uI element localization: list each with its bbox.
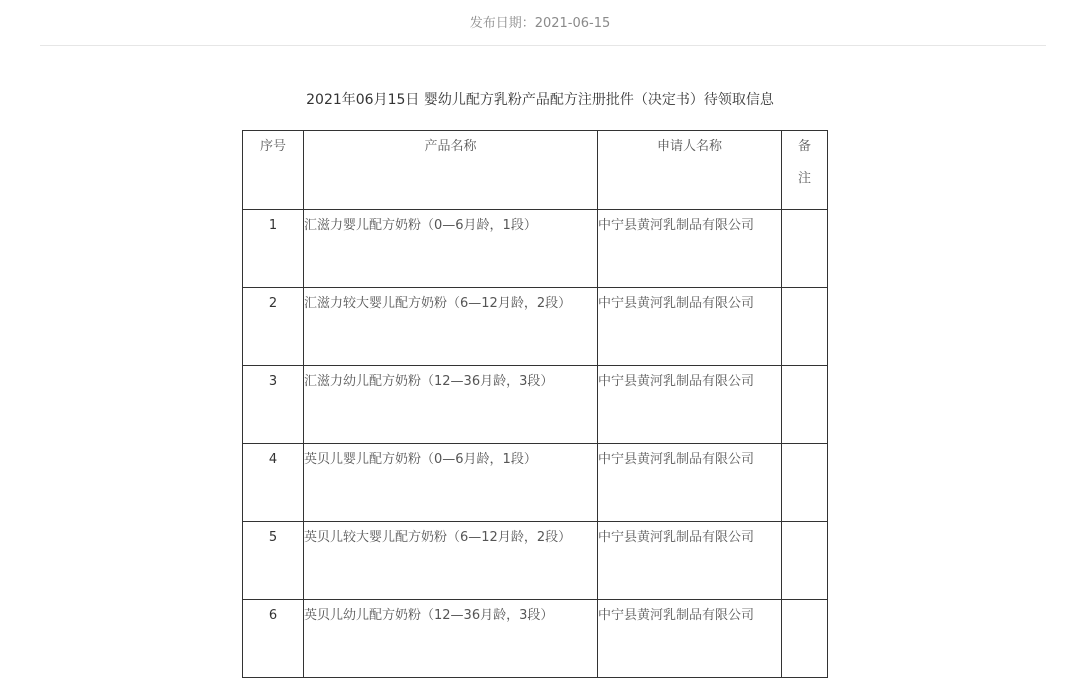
product-name: 英贝儿较大婴儿配方奶粉（6—12月龄，2段） bbox=[304, 522, 598, 600]
column-header-applicant: 申请人名称 bbox=[598, 131, 782, 210]
table-row bbox=[243, 600, 828, 678]
info-table-container bbox=[242, 130, 827, 678]
row-number: 6 bbox=[243, 600, 304, 678]
row-number: 1 bbox=[243, 210, 304, 288]
row-number: 3 bbox=[243, 366, 304, 444]
product-name: 汇滋力较大婴儿配方奶粉（6—12月龄，2段） bbox=[304, 288, 598, 366]
remark-cell bbox=[782, 210, 828, 288]
table-row bbox=[243, 366, 828, 444]
table-row bbox=[243, 210, 828, 288]
row-number: 2 bbox=[243, 288, 304, 366]
column-header-remark-label: 备注 bbox=[797, 139, 811, 186]
remark-cell bbox=[782, 444, 828, 522]
column-header-product: 产品名称 bbox=[304, 131, 598, 210]
publish-date: 发布日期：2021-06-15 bbox=[469, 16, 611, 31]
table-row bbox=[243, 444, 828, 522]
product-name: 英贝儿婴儿配方奶粉（0—6月龄，1段） bbox=[304, 444, 598, 522]
column-header-number: 序号 bbox=[243, 131, 304, 210]
row-number: 5 bbox=[243, 522, 304, 600]
remark-cell bbox=[782, 288, 828, 366]
table-header-row bbox=[243, 131, 828, 210]
product-name: 汇滋力幼儿配方奶粉（12—36月龄，3段） bbox=[304, 366, 598, 444]
info-table bbox=[242, 130, 828, 678]
remark-cell bbox=[782, 522, 828, 600]
applicant-name: 中宁县黄河乳制品有限公司 bbox=[598, 444, 782, 522]
applicant-name: 中宁县黄河乳制品有限公司 bbox=[598, 288, 782, 366]
remark-cell bbox=[782, 366, 828, 444]
table-row bbox=[243, 288, 828, 366]
applicant-name: 中宁县黄河乳制品有限公司 bbox=[598, 210, 782, 288]
applicant-name: 中宁县黄河乳制品有限公司 bbox=[598, 600, 782, 678]
remark-cell bbox=[782, 600, 828, 678]
product-name: 汇滋力婴儿配方奶粉（0—6月龄，1段） bbox=[304, 210, 598, 288]
column-header-remark bbox=[782, 131, 828, 210]
table-row bbox=[243, 522, 828, 600]
applicant-name: 中宁县黄河乳制品有限公司 bbox=[598, 366, 782, 444]
document-title: 2021年06月15日 婴幼儿配方乳粉产品配方注册批件（决定书）待领取信息 bbox=[306, 92, 774, 108]
product-name: 英贝儿幼儿配方奶粉（12—36月龄，3段） bbox=[304, 600, 598, 678]
row-number: 4 bbox=[243, 444, 304, 522]
header-divider bbox=[40, 45, 1046, 46]
applicant-name: 中宁县黄河乳制品有限公司 bbox=[598, 522, 782, 600]
